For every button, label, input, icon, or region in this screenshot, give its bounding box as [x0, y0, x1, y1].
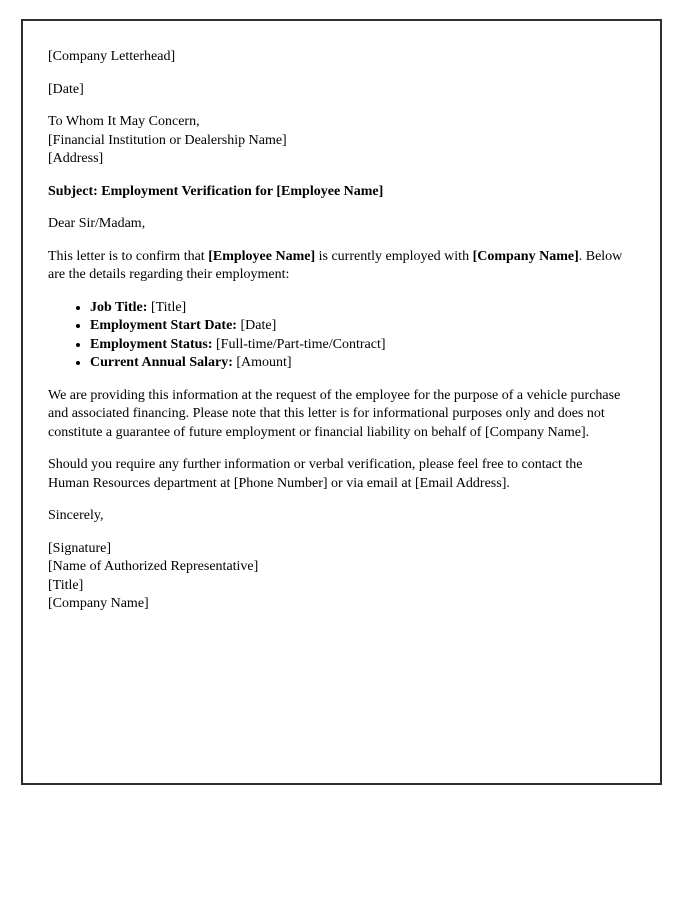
- subject-line: Subject: Employment Verification for [Employee Name]: [48, 183, 384, 199]
- representative-title-placeholder: [Title]: [48, 577, 84, 593]
- recipient-address-line: [Address]: [48, 151, 104, 166]
- greeting-line: Dear Sir/Madam,: [48, 216, 146, 231]
- recipient-institution-line: [Financial Institution or Dealership Name]: [48, 132, 287, 148]
- detail-label-job-title: Job Title:: [90, 299, 148, 315]
- signature-company-name-placeholder: [Company Name]: [48, 596, 149, 611]
- letter-page: [21, 19, 662, 785]
- detail-item-start-date: [90, 317, 623, 336]
- company-name-placeholder: [Company Name]: [472, 248, 579, 264]
- employment-details-list: [48, 299, 623, 373]
- detail-label-employment-status: Employment Status:: [90, 336, 213, 352]
- purpose-paragraph: We are providing this information at the request of the employee for the purpose of a vehicle purchase and associated financing. Please note that this letter is for informational purposes only and does not constitute a guarantee of future employment or financial liability on behalf of [Company Name].: [48, 387, 621, 440]
- recipient-to-line: To Whom It May Concern,: [48, 114, 200, 129]
- representative-name-placeholder: [Name of Authorized Representative]: [48, 559, 259, 574]
- intro-text-2: is currently employed with: [315, 248, 473, 264]
- letterhead-line: [Company Letterhead]: [48, 49, 176, 64]
- detail-label-start-date: Employment Start Date:: [90, 318, 237, 333]
- recipient-block: [48, 113, 623, 169]
- detail-item-employment-status: [90, 336, 623, 355]
- contact-paragraph: Should you require any further information or verbal verification, please feel free to contact the Human Resources department at [Phone Number] or via email at [Email Address].: [48, 457, 583, 491]
- signature-placeholder: [Signature]: [48, 540, 111, 556]
- detail-label-annual-salary: Current Annual Salary:: [90, 355, 233, 370]
- detail-item-annual-salary: [90, 354, 623, 373]
- detail-value-start-date: [Date]: [236, 318, 277, 333]
- detail-item-job-title: [90, 299, 623, 318]
- detail-value-annual-salary: [Amount]: [232, 355, 292, 370]
- intro-text-1: This letter is to confirm that: [48, 248, 209, 264]
- detail-value-employment-status: [Full-time/Part-time/Contract]: [212, 336, 386, 352]
- employee-name-placeholder: [Employee Name]: [208, 248, 316, 264]
- detail-value-job-title: [Title]: [147, 299, 187, 315]
- date-line: [Date]: [48, 81, 84, 97]
- signature-block: [48, 540, 623, 614]
- intro-text-3: . Below are the details regarding their employment:: [48, 248, 623, 282]
- closing-line: Sincerely,: [48, 508, 104, 523]
- intro-paragraph: [48, 248, 623, 285]
